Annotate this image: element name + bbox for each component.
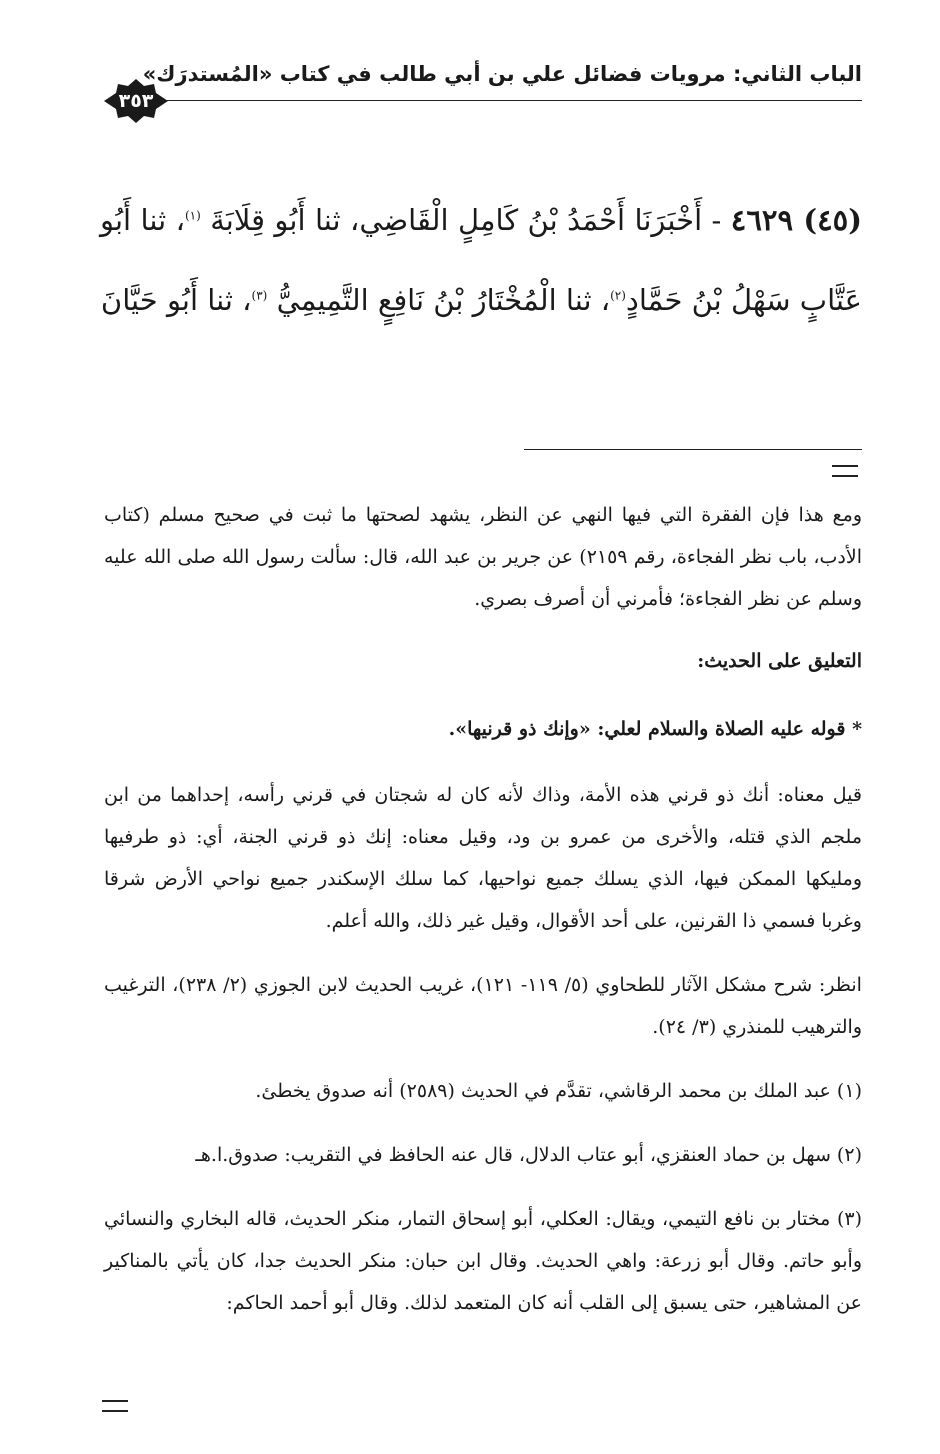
continuation-mark-top xyxy=(832,465,858,477)
footnote-ref-3: (٣) xyxy=(251,288,268,303)
hadith-line-1b: ، ثنا أَبُو xyxy=(100,203,185,237)
commentary-heading: التعليق على الحديث: xyxy=(697,650,862,672)
references-paragraph: انظر: شرح مشكل الآثار للطحاوي (٥/ ١١٩- ١٢١)، غريب الحديث لابن الجوزي (٢/ ٢٣٨)، الترغيب والترهيب للمنذري (٣/ ٢٤). xyxy=(104,974,862,1038)
page-number: ٣٥٣ xyxy=(118,90,154,112)
hadith-line-2a: عَتَّابٍ سَهْلُ بْنُ حَمَّادٍ xyxy=(625,283,862,317)
header-rule xyxy=(110,100,862,101)
running-header: الباب الثاني: مرويات فضائل علي بن أبي طالب في كتاب «المُستدرَك» xyxy=(142,62,862,86)
footnote-3: (٣) مختار بن نافع التيمي، ويقال: العكلي، أبو إسحاق التمار، منكر الحديث، قاله البخاري والنسائي وأبو حاتم. وقال أبو زرعة: واهي الحديث. وقال ابن حبان: منكر الحديث جدا، كان يأتي بالمناكير عن المشاهير، حتى يسبق إلى القلب أنه كان المتعمد لذلك. وقال أبو أحمد الحاكم: xyxy=(104,1208,862,1314)
continuation-mark-bottom xyxy=(102,1400,128,1412)
hadith-line-1: - أَخْبَرَنَا أَحْمَدُ بْنُ كَامِلٍ الْقَاضِي، ثنا أَبُو قِلَابَةَ xyxy=(210,203,722,237)
commentary-quote: * قوله عليه الصلاة والسلام لعلي: «وإنك ذو قرنيها». xyxy=(448,718,862,740)
footnote-ref-2: (٢) xyxy=(610,288,626,303)
hadith-line-2c: ، ثنا أَبُو حَيَّانَ xyxy=(100,283,252,317)
note-paragraph-1: ومع هذا فإن الفقرة التي فيها النهي عن النظر، يشهد لصحتها ما ثبت في صحيح مسلم (كتاب الأدب، باب نظر الفجاءة، رقم ٢١٥٩) عن جرير بن عبد الله، قال: سألت رسول الله صلى الله عليه وسلم عن نظر الفجاءة؛ فأمرني أن أصرف بصري. xyxy=(104,504,862,610)
footnote-separator xyxy=(524,449,862,450)
footnotes xyxy=(104,494,862,1324)
page-number-badge xyxy=(102,78,170,124)
hadith-line-2b: ، ثنا الْمُخْتَارُ بْنُ نَافِعٍ التَّمِيمِيُّ xyxy=(276,283,611,317)
hadith-number: (٤٥) ٤٦٢٩ xyxy=(730,203,862,237)
commentary-paragraph: قيل معناه: أنك ذو قرني هذه الأمة، وذاك لأنه كان له شجتان في قرني رأسه، إحداهما من ابن ملجم الذي قتله، والأخرى من عمرو بن ود، وقيل معناه: إنك ذو قرني الجنة، أي: ذو طرفيها ومليكها الممكن فيها، الذي يسلك جميع نواحيها، كما سلك الإسكندر جميع نواحي الأرض شرقا وغربا فسمي ذا القرنين، على أحد الأقوال، وقيل غير ذلك، والله أعلم. xyxy=(104,784,862,932)
footnote-2: (٢) سهل بن حماد العنقزي، أبو عتاب الدلال، قال عنه الحافظ في التقريب: صدوق.ا.هـ xyxy=(195,1144,862,1166)
footnote-ref-1: (١) xyxy=(184,208,201,223)
hadith-text xyxy=(100,180,862,340)
footnote-1: (١) عبد الملك بن محمد الرقاشي، تقدَّم في الحديث (٢٥٨٩) أنه صدوق يخطئ. xyxy=(255,1080,862,1102)
